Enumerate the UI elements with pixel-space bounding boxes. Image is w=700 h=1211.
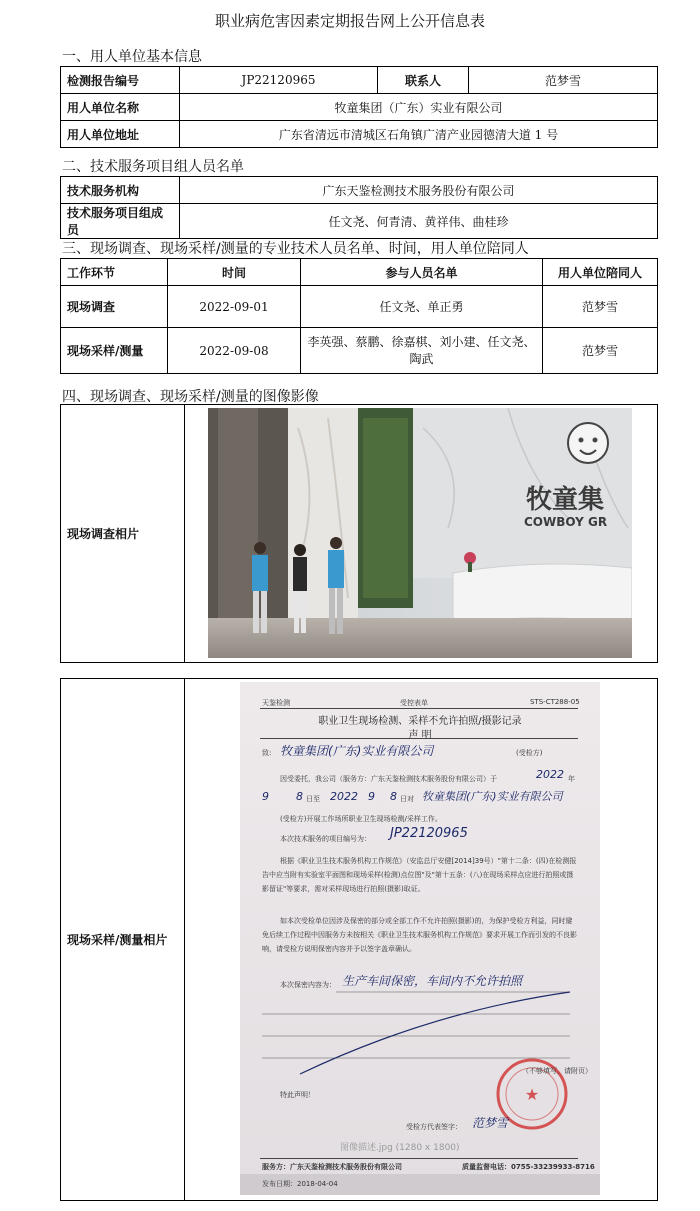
svg-text:★: ★ [524,1085,540,1104]
row-people: 李英强、蔡鹏、徐嘉棋、刘小建、任文尧、陶武 [301,328,543,374]
unit-name-label: 用人单位名称 [61,94,180,121]
row-stage: 现场调查 [61,286,168,328]
section-3-heading: 三、现场调查、现场采样/测量的专业技术人员名单、时间，用人单位陪同人 [62,241,529,257]
doc-year-hw: 2022 [536,768,564,781]
field-header-people: 参与人员名单 [301,259,543,286]
doc-secret-hw: 生产车间保密，车间内不允许拍照 [342,974,523,988]
doc-day-hw: 8 [296,790,303,803]
doc-sign-hw: 范梦雪 [472,1116,509,1130]
statement-document-photo [240,682,600,1195]
doc-footer-date: 发布日期：2018-04-04 [262,1180,338,1188]
doc-day2-hw: 8 [390,790,397,803]
lobby-sign-cn: 牧童集 [526,485,605,515]
doc-p4: 根据《职业卫生技术服务机构工作规范》（安监总厅安健[2014]39号）"第十二条：(四)在检测报告中应当附有实验室平面图和现场采样(检测)点位图"及"第十五条：(八)在现场采样点应进行拍照或摄影留证"等要求，需对采样现场进行拍照(摄影)取证。 [262,857,577,893]
unit-addr-value: 广东省清远市清城区石角镇广清产业园德清大道 1 号 [180,121,658,148]
survey-photo-label: 现场调查相片 [61,405,185,663]
unit-addr-label: 用人单位地址 [61,121,180,148]
doc-header-right: STS-CT288-05 [530,698,580,706]
lobby-sign-en: COWBOY GR [524,515,608,529]
doc-p5: 如本次受检单位因涉及保密的部分或全部工作不允许拍照(摄影)的，为保护受检方利益，同时避免后续工作过程中因服务方未按相关《职业卫生技术服务机构工作规范》要求开展工作而引发的不良影响，请受检方说明保密内容并予以签字盖章确认。 [262,917,577,953]
doc-proj-hw: JP22120965 [390,826,468,841]
service-members-value: 任文尧、何青清、黄祥伟、曲桂珍 [180,204,658,239]
doc-subtitle: 声 明 [408,730,432,741]
doc-month2-hw: 9 [368,790,375,803]
row-date: 2022-09-08 [168,328,301,374]
service-members-label: 技术服务项目组成员 [61,204,180,239]
field-header-escort: 用人单位陪同人 [543,259,658,286]
row-escort: 范梦雪 [543,286,658,328]
doc-footer-phone: 质量监督电话：0755-33239933-8716 [462,1163,595,1171]
doc-p1b: 年 [568,775,575,783]
row-people: 任文尧、单正勇 [301,286,543,328]
doc-header-left: 天鉴检测 [262,699,290,707]
doc-p2: (受检方)开展工作场所职业卫生现场检测/采样工作。 [280,815,442,823]
field-work-table [60,258,658,374]
doc-footer-service: 服务方：广东天鉴检测技术服务股份有限公司 [262,1163,402,1171]
doc-p3: 本次技术服务的项目编号为： [280,835,371,843]
contact-label: 联系人 [378,67,469,94]
doc-header-mid: 受控表单 [400,699,428,707]
section-4-heading: 四、现场调查、现场采样/测量的图像影像 [62,389,319,405]
doc-p6: 本次保密内容为： [280,981,336,989]
doc-year2-hw: 2022 [330,790,358,803]
doc-ruled-lines [240,682,600,1195]
doc-note: （不够填写，请附页） [522,1067,592,1075]
doc-to-handwritten: 牧童集团(广东)实业有限公司 [280,744,434,758]
report-no-value: JP22120965 [180,67,378,94]
service-org-label: 技术服务机构 [61,177,180,204]
doc-p1d: 日对 [400,795,414,803]
section-1-heading: 一、用人单位基本信息 [62,49,202,65]
row-stage: 现场采样/测量 [61,328,168,374]
lobby-photo-illustration [208,408,632,658]
doc-p1c: 日至 [306,795,320,803]
doc-to-suffix: (受检方) [516,749,543,757]
doc-sign-label: 受检方代表签字： [406,1123,462,1131]
contact-value: 范梦雪 [469,67,658,94]
table-row [61,328,658,374]
basic-info-table [60,66,658,148]
doc-title: 职业卫生现场检测、采样不允许拍照/摄影记录 [318,716,522,727]
service-table [60,176,658,239]
sampling-photo-label: 现场采样/测量相片 [61,679,185,1201]
lobby-photo [208,408,632,658]
doc-month-hw: 9 [262,790,269,803]
doc-p1: 因受委托，我公司（服务方：广东天鉴检测技术服务股份有限公司）于 [280,775,497,783]
section-2-heading: 二、技术服务项目组人员名单 [62,159,244,175]
row-date: 2022-09-01 [168,286,301,328]
table-row [61,286,658,328]
doc-to-label: 致: [262,749,272,757]
row-escort: 范梦雪 [543,328,658,374]
service-org-value: 广东天鉴检测技术服务股份有限公司 [180,177,658,204]
field-header-time: 时间 [168,259,301,286]
unit-name-value: 牧童集团（广东）实业有限公司 [180,94,658,121]
doc-company-hw: 牧童集团(广东)实业有限公司 [422,790,563,803]
report-no-label: 检测报告编号 [61,67,180,94]
field-header-stage: 工作环节 [61,259,168,286]
doc-special: 特此声明！ [280,1091,315,1099]
image-viewer-watermark: 图像描述.jpg (1280 x 1800) [340,1143,460,1153]
page-title: 职业病危害因素定期报告网上公开信息表 [214,12,485,30]
